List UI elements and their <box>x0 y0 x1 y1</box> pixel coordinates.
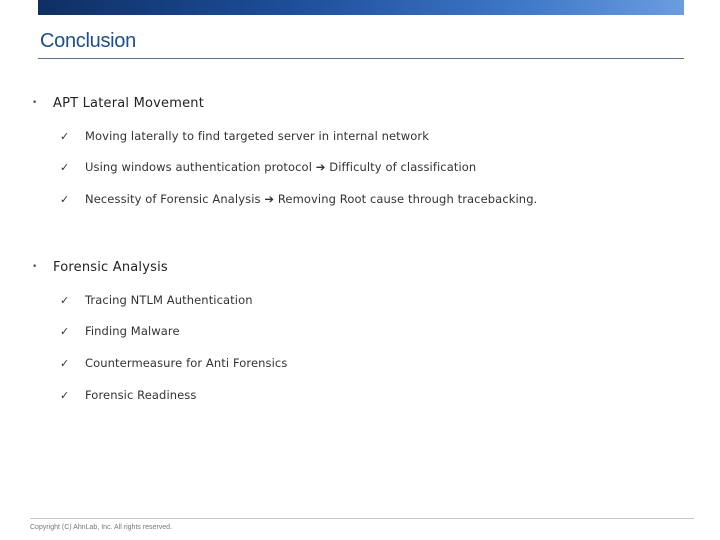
checkmark-icon: ✓ <box>60 293 70 307</box>
list-item-text: Moving laterally to find targeted server in internal network <box>85 129 430 143</box>
title-divider <box>38 58 684 59</box>
list-item-text: Necessity of Forensic Analysis ➔ Removing Root cause through tracebacking. <box>85 192 538 206</box>
section-heading-row <box>30 93 537 113</box>
header-gradient-bar <box>38 0 684 15</box>
section-apt-lateral-movement <box>30 93 537 209</box>
section-heading: APT Lateral Movement <box>53 95 205 111</box>
bullet-icon: • <box>32 98 38 108</box>
list-item <box>60 126 537 146</box>
slide-title: Conclusion <box>40 30 136 52</box>
checkmark-icon: ✓ <box>60 324 70 338</box>
copyright-footer: Copyright (C) AhnLab, Inc. All rights reserved. <box>30 524 173 531</box>
list-item <box>60 385 287 405</box>
list-item <box>60 290 287 310</box>
checkmark-icon: ✓ <box>60 160 70 174</box>
list-item-text: Forensic Readiness <box>85 388 197 402</box>
section-heading-row <box>30 257 287 277</box>
checkmark-icon: ✓ <box>60 129 70 143</box>
checkmark-icon: ✓ <box>60 356 70 370</box>
section-heading: Forensic Analysis <box>53 259 168 275</box>
section-forensic-analysis <box>30 257 287 405</box>
list-item <box>60 157 537 177</box>
checkmark-icon: ✓ <box>60 388 70 402</box>
list-item-text: Using windows authentication protocol ➔ Difficulty of classification <box>85 160 477 174</box>
list-item <box>60 353 287 373</box>
list-item <box>60 321 287 341</box>
list-item-text: Countermeasure for Anti Forensics <box>85 356 288 370</box>
checkmark-icon: ✓ <box>60 192 70 206</box>
footer-divider <box>30 518 694 519</box>
list-item-text: Tracing NTLM Authentication <box>85 293 253 307</box>
list-item <box>60 189 537 209</box>
list-item-text: Finding Malware <box>85 324 180 338</box>
bullet-icon: • <box>32 262 38 272</box>
